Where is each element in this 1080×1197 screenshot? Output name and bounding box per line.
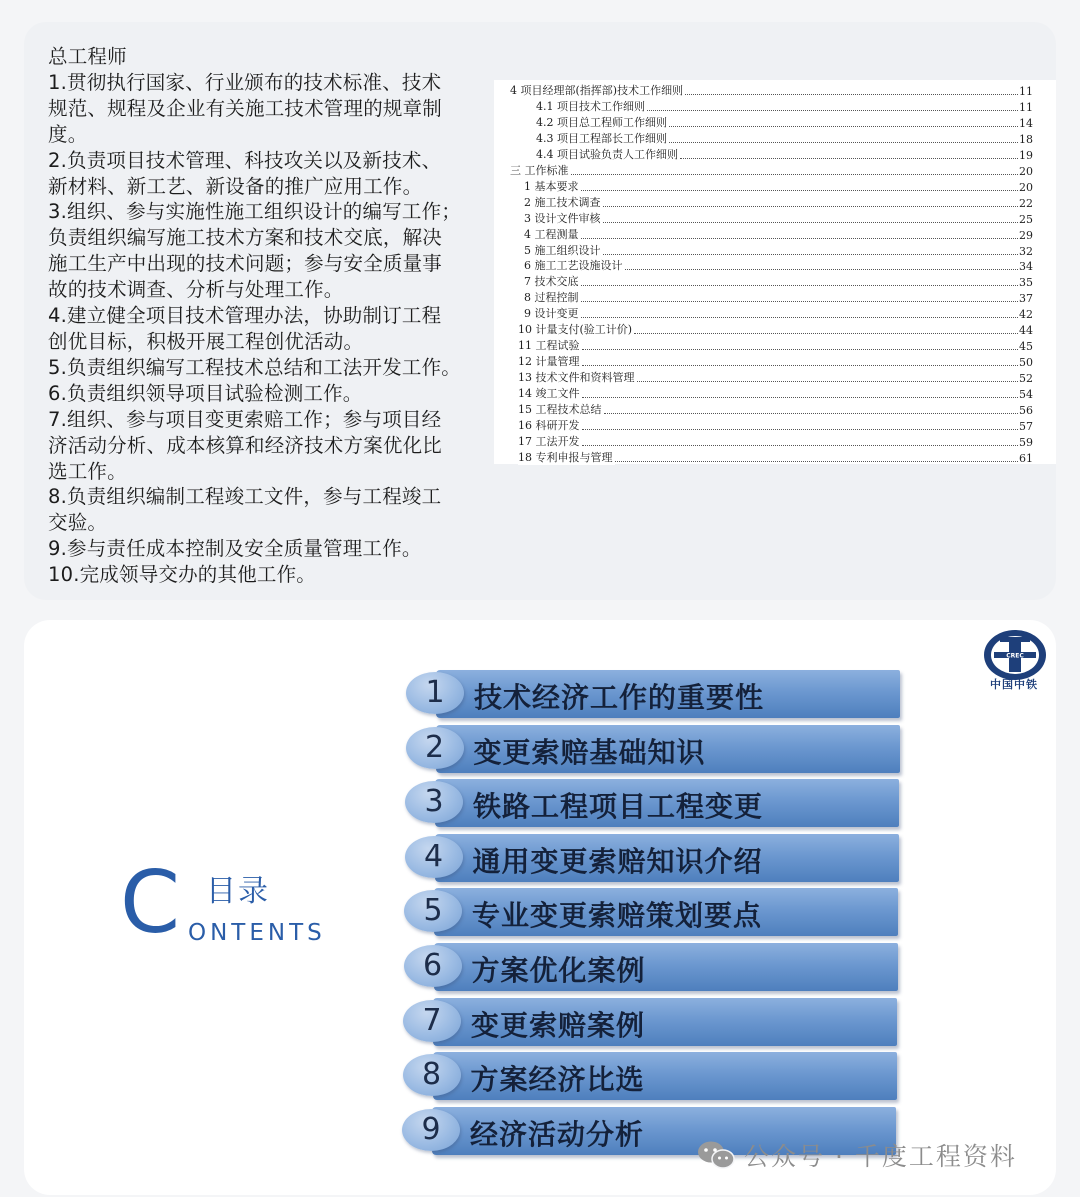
toc-entry-text: 1 基本要求 <box>524 179 579 193</box>
item-label: 专业变更索赔策划要点 <box>472 899 763 933</box>
toc-page-number: 11 <box>1019 100 1033 114</box>
toc-leader-dots <box>581 301 1019 302</box>
toc-leader-dots <box>669 142 1018 143</box>
toc-row <box>494 354 1056 369</box>
duty-line: 6.负责组织领导项目试验检测工作。 <box>48 381 363 405</box>
toc-page-number: 32 <box>1019 244 1033 258</box>
toc-row <box>494 211 1056 226</box>
toc-entry-text: 7 技术交底 <box>524 275 579 289</box>
contents-title-zh: 目录 <box>206 874 270 909</box>
toc-leader-dots <box>634 333 1018 334</box>
duty-line: 度。 <box>48 122 88 146</box>
toc-entry-text: 5 施工组织设计 <box>524 243 601 257</box>
toc-row <box>494 179 1056 194</box>
toc-row <box>494 115 1056 130</box>
contents-item-6[interactable] <box>404 943 904 993</box>
contents-item-7[interactable] <box>403 998 903 1048</box>
item-label: 方案经济比选 <box>470 1063 645 1097</box>
toc-page-number: 42 <box>1019 308 1033 322</box>
toc-leader-dots <box>647 110 1018 111</box>
toc-row <box>494 290 1056 305</box>
duty-line: 交验。 <box>48 511 108 535</box>
toc-leader-dots <box>603 206 1019 207</box>
contents-item-4[interactable] <box>405 834 905 884</box>
toc-row <box>494 227 1056 242</box>
toc-page-number: 34 <box>1019 260 1033 274</box>
toc-row <box>494 131 1056 146</box>
toc-entry-text: 17 工法开发 <box>518 434 580 448</box>
toc-row <box>494 370 1056 385</box>
toc-entry-text: 4 工程测量 <box>524 227 579 241</box>
toc-page-number: 29 <box>1019 228 1033 242</box>
wechat-icon <box>696 1140 736 1170</box>
toc-entry-text: 16 科研开发 <box>518 418 580 432</box>
watermark-text: 公众号 · 千度工程资料 <box>744 1142 1017 1171</box>
item-label: 通用变更索赔知识介绍 <box>472 844 763 878</box>
chief-engineer-duties <box>48 44 498 588</box>
item-number-badge: 3 <box>405 781 463 823</box>
toc-page-number: 37 <box>1019 292 1033 306</box>
duty-line: 9.参与责任成本控制及安全质量管理工作。 <box>48 537 422 561</box>
toc-entry-text: 4.4 项目试验负责人工作细则 <box>536 147 678 161</box>
duty-line: 选工作。 <box>48 459 127 483</box>
toc-entry-text: 13 技术文件和资料管理 <box>518 371 635 385</box>
toc-leader-dots <box>581 238 1019 239</box>
item-number-badge: 7 <box>403 1000 461 1042</box>
contents-item-1[interactable] <box>406 670 906 720</box>
toc-entry-text: 4.2 项目总工程师工作细则 <box>536 115 667 129</box>
toc-leader-dots <box>615 461 1019 462</box>
item-label: 经济活动分析 <box>470 1117 645 1151</box>
toc-entry-text: 9 设计变更 <box>524 307 579 321</box>
toc-page-number: 45 <box>1019 340 1033 354</box>
contents-letter-c: C <box>120 853 181 953</box>
toc-leader-dots <box>637 381 1019 382</box>
toc-leader-dots <box>603 254 1019 255</box>
toc-page-number: 18 <box>1019 132 1033 146</box>
item-number-badge: 4 <box>405 836 463 878</box>
duty-line: 创优目标，积极开展工程创优活动。 <box>48 329 364 353</box>
item-label: 变更索赔基础知识 <box>473 735 706 769</box>
toc-leader-dots <box>571 174 1019 175</box>
item-number-badge: 8 <box>403 1054 461 1096</box>
toc-row <box>494 338 1056 353</box>
toc-row <box>494 418 1056 433</box>
item-label: 变更索赔案例 <box>471 1008 646 1042</box>
toc-entry-text: 3 设计文件审核 <box>524 211 601 225</box>
toc-page-number: 14 <box>1019 116 1033 130</box>
toc-page-number: 54 <box>1019 388 1033 402</box>
toc-entry-text: 4.3 项目工程部长工作细则 <box>536 131 667 145</box>
toc-leader-dots <box>685 94 1018 95</box>
toc-leader-dots <box>581 285 1019 286</box>
duty-line: 2.负责项目技术管理、科技攻关以及新技术、 <box>48 148 442 172</box>
toc-page-number: 20 <box>1019 180 1033 194</box>
logo-mark: CREC <box>1006 652 1024 660</box>
toc-page-number: 25 <box>1019 212 1033 226</box>
duty-line: 5.负责组织编写工程技术总结和工法开发工作。 <box>48 355 462 379</box>
toc-entry-text: 14 竣工文件 <box>518 387 580 401</box>
duty-line: 10.完成领导交办的其他工作。 <box>48 563 317 587</box>
duty-line: 济活动分析、成本核算和经济技术方案优化比 <box>48 433 443 457</box>
toc-leader-dots <box>581 317 1019 318</box>
toc-page-number: 52 <box>1019 372 1033 386</box>
toc-page-number: 35 <box>1019 276 1033 290</box>
toc-leader-dots <box>680 158 1018 159</box>
toc-leader-dots <box>582 365 1019 366</box>
toc-entry-text: 三 工作标准 <box>510 163 569 177</box>
toc-row <box>494 195 1056 210</box>
toc-row <box>494 274 1056 289</box>
toc-row <box>494 163 1056 178</box>
duty-line: 规范、规程及企业有关施工技术管理的规章制 <box>48 96 443 120</box>
toc-row <box>494 243 1056 258</box>
duty-line: 新材料、新工艺、新设备的推广应用工作。 <box>48 174 423 198</box>
duty-line: 8.负责组织编制工程竣工文件，参与工程竣工 <box>48 485 442 509</box>
duties-title: 总工程师 <box>48 45 127 68</box>
toc-row <box>494 258 1056 273</box>
duty-line: 负责组织编写施工技术方案和技术交底，解决 <box>48 226 443 250</box>
toc-entry-text: 2 施工技术调查 <box>524 195 601 209</box>
toc-page-number: 20 <box>1019 164 1033 178</box>
toc-row <box>494 386 1056 401</box>
item-label: 方案优化案例 <box>471 954 646 987</box>
duty-line: 1.贯彻执行国家、行业颁布的技术标准、技术 <box>48 70 442 94</box>
toc-page-number: 44 <box>1019 324 1033 338</box>
toc-leader-dots <box>582 429 1019 430</box>
item-number-badge: 1 <box>406 672 464 714</box>
toc-page-number: 22 <box>1019 196 1033 210</box>
toc-leader-dots <box>603 222 1019 223</box>
toc-row <box>494 450 1056 465</box>
duty-line: 故的技术调查、分析与处理工作。 <box>48 278 344 302</box>
toc-entry-text: 15 工程技术总结 <box>518 403 602 416</box>
item-number-badge: 6 <box>404 945 462 987</box>
duty-line: 4.建立健全项目技术管理办法，协助制订工程 <box>48 304 442 328</box>
watermark <box>696 1138 1017 1172</box>
contents-item-3[interactable] <box>405 779 905 829</box>
toc-page-number: 57 <box>1019 419 1033 433</box>
toc-entry-text: 18 专利申报与管理 <box>518 450 613 464</box>
toc-row <box>494 434 1056 449</box>
contents-item-8[interactable] <box>403 1052 903 1102</box>
contents-title-en: ONTENTS <box>188 920 326 946</box>
toc-leader-dots <box>604 413 1019 414</box>
toc-row <box>494 402 1056 417</box>
toc-page-number: 11 <box>1019 85 1033 98</box>
duty-line: 7.组织、参与项目变更索赔工作；参与项目经 <box>48 407 442 431</box>
toc-leader-dots <box>582 397 1019 398</box>
toc-row <box>494 83 1056 98</box>
toc-leader-dots <box>581 190 1019 191</box>
toc-entry-text: 12 计量管理 <box>518 355 580 369</box>
toc-page-number: 61 <box>1019 451 1033 465</box>
duty-line: 3.组织、参与实施性施工组织设计的编写工作； <box>48 200 462 224</box>
toc-entry-text: 8 过程控制 <box>524 291 579 305</box>
item-number-badge: 2 <box>406 727 464 769</box>
toc-entry-text: 6 施工工艺设施设计 <box>524 259 623 273</box>
toc-document-image <box>494 80 1056 464</box>
toc-entry-text: 10 计量支付(验工计价) <box>518 323 633 337</box>
duties-list <box>48 70 498 588</box>
toc-page-number: 56 <box>1019 404 1033 417</box>
duty-line: 施工生产中出现的技术问题；参与安全质量事 <box>48 252 443 276</box>
toc-page-number: 19 <box>1019 148 1033 162</box>
toc-row <box>494 99 1056 114</box>
toc-leader-dots <box>669 126 1018 127</box>
contents-item-5[interactable] <box>404 888 904 938</box>
toc-leader-dots <box>625 269 1019 270</box>
item-label: 技术经济工作的重要性 <box>474 681 765 714</box>
toc-entry-text: 11 工程试验 <box>518 339 580 353</box>
item-number-badge: 5 <box>404 890 462 932</box>
toc-page-number: 59 <box>1019 435 1033 449</box>
logo-text: 中国中铁 <box>990 678 1038 691</box>
toc-leader-dots <box>582 445 1019 446</box>
toc-entry-text: 4 项目经理部(指挥部)技术工作细则 <box>510 84 684 97</box>
contents-item-2[interactable] <box>406 725 906 775</box>
toc-leader-dots <box>582 349 1019 350</box>
toc-row <box>494 306 1056 321</box>
item-label: 铁路工程项目工程变更 <box>473 790 764 824</box>
item-number-badge: 9 <box>402 1109 460 1151</box>
toc-entry-text: 4.1 项目技术工作细则 <box>536 99 645 113</box>
toc-row <box>494 322 1056 337</box>
toc-row <box>494 147 1056 162</box>
toc-page-number: 50 <box>1019 356 1033 370</box>
